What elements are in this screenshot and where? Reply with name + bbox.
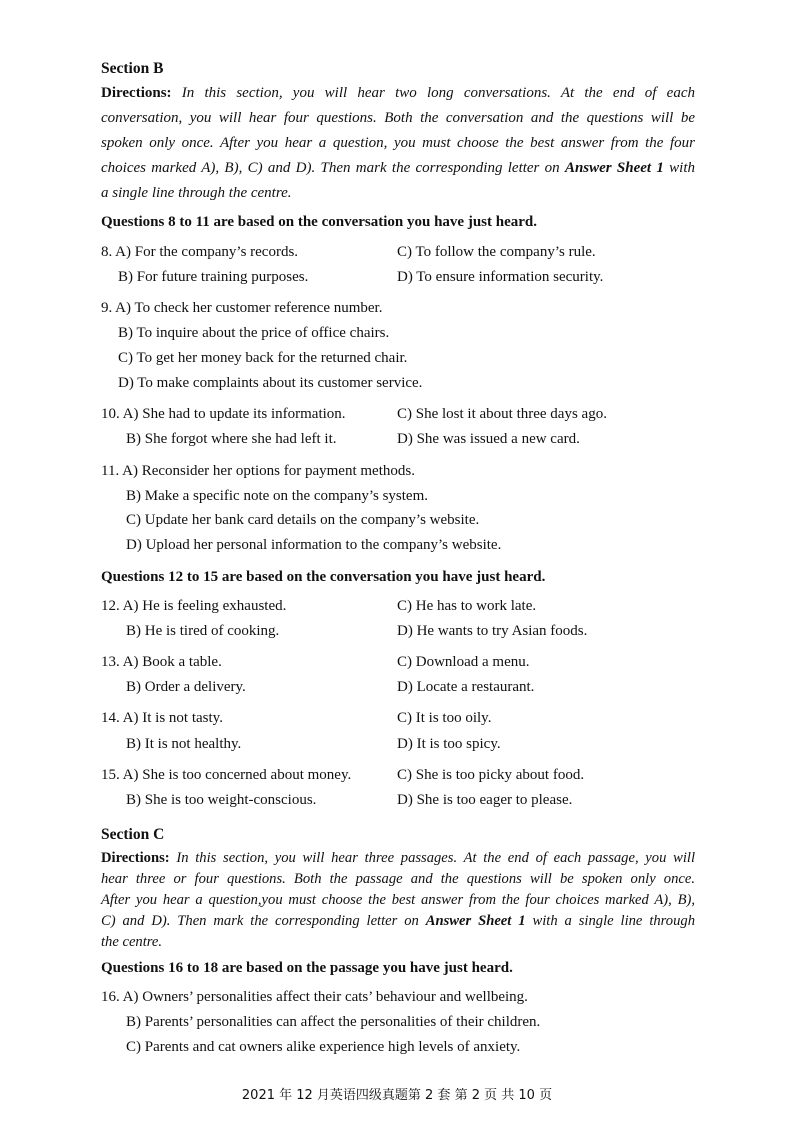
q12-option-a: 12. A) He is feeling exhausted. [101,598,287,614]
q10-option-b: B) She forgot where she had left it. [126,431,337,447]
section-c-directions-line-1: Directions: In this section, you will hear three passages. At the end of each passage, you will [101,850,695,866]
section-b-directions-line-4: choices marked A), B), C) and D). Then mark the corresponding letter on Answer Sheet 1 with [101,160,695,176]
q13-option-c: C) Download a menu. [397,654,530,670]
q14-option-b: B) It is not healthy. [126,736,242,752]
section-b-directions-line-1: Directions: In this section, you will hear two long conversations. At the end of each [101,85,695,101]
q10-option-d: D) She was issued a new card. [397,431,580,447]
q8-option-d: D) To ensure information security. [397,269,604,285]
questions-16-18-heading: Questions 16 to 18 are based on the passage you have just heard. [101,960,513,976]
q14-option-c: C) It is too oily. [397,710,492,726]
questions-12-15-heading: Questions 12 to 15 are based on the conversation you have just heard. [101,569,546,585]
section-b-directions-line-3: spoken only once. After you hear a question, you must choose the best answer from the four [101,135,695,151]
section-c-directions-line-3: After you hear a question,you must choose the best answer from the four choices marked A), B), [101,892,695,908]
q13-option-a: 13. A) Book a table. [101,654,222,670]
q9-option-b: B) To inquire about the price of office chairs. [118,325,390,341]
section-c-directions-line-2: hear three or four questions. Both the passage and the questions will be spoken only once. [101,871,695,887]
q15-option-a: 15. A) She is too concerned about money. [101,767,352,783]
q16-option-c: C) Parents and cat owners alike experience high levels of anxiety. [126,1039,521,1055]
section-c-directions-label: Directions: [101,850,170,866]
q10-option-c: C) She lost it about three days ago. [397,406,607,422]
answer-sheet-ref-c: Answer Sheet 1 [425,913,526,929]
q16-option-b: B) Parents’ personalities can affect the personalities of their children. [126,1014,541,1030]
q11-option-b: B) Make a specific note on the company’s system. [126,488,429,504]
section-c-directions-line-5: the centre. [101,934,163,950]
q9-option-d: D) To make complaints about its customer service. [118,375,423,391]
q15-option-b: B) She is too weight-conscious. [126,792,317,808]
section-c-title: Section C [101,826,165,843]
q14-option-a: 14. A) It is not tasty. [101,710,223,726]
section-c-directions-line-4: C) and D). Then mark the corresponding letter on Answer Sheet 1 with a single line through [101,913,695,929]
q8-option-a: 8. A) For the company’s records. [101,244,299,260]
q14-option-d: D) It is too spicy. [397,736,501,752]
q15-option-c: C) She is too picky about food. [397,767,585,783]
q12-option-b: B) He is tired of cooking. [126,623,280,639]
q16-option-a: 16. A) Owners’ personalities affect their cats’ behaviour and wellbeing. [101,989,528,1005]
page-footer: 2021 年 12 月英语四级真题第 2 套 第 2 页 共 10 页 [241,1088,553,1103]
q8-option-b: B) For future training purposes. [118,269,309,285]
q15-option-d: D) She is too eager to please. [397,792,573,808]
section-b-title: Section B [101,60,164,77]
answer-sheet-ref: Answer Sheet 1 [564,160,664,176]
section-b-directions-label: Directions: [101,85,172,101]
q11-option-c: C) Update her bank card details on the company’s website. [126,512,480,528]
q11-option-d: D) Upload her personal information to the company’s website. [126,537,502,553]
q8-option-c: C) To follow the company’s rule. [397,244,596,260]
q10-option-a: 10. A) She had to update its information. [101,406,346,422]
questions-8-11-heading: Questions 8 to 11 are based on the conversation you have just heard. [101,214,537,230]
section-b-directions-line-5: a single line through the centre. [101,185,292,201]
q12-option-d: D) He wants to try Asian foods. [397,623,588,639]
q9-option-a: 9. A) To check her customer reference number. [101,300,383,316]
q13-option-b: B) Order a delivery. [126,679,246,695]
q11-option-a: 11. A) Reconsider her options for payment methods. [101,463,415,479]
q12-option-c: C) He has to work late. [397,598,537,614]
q9-option-c: C) To get her money back for the returned chair. [118,350,408,366]
q13-option-d: D) Locate a restaurant. [397,679,535,695]
section-b-directions-line-2: conversation, you will hear four questions. Both the conversation and the questions will be [101,110,695,126]
